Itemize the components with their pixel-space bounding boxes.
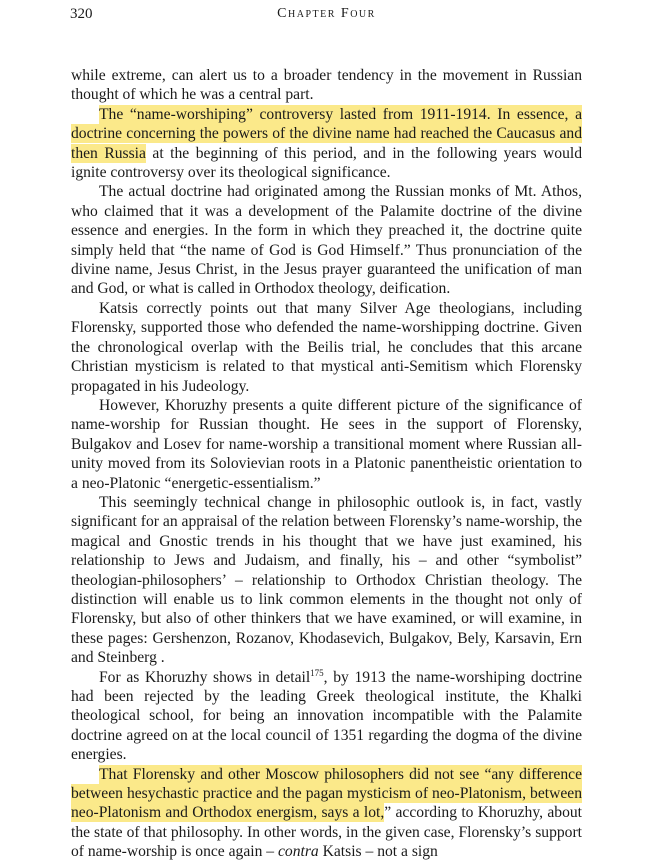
page-header [70,6,583,28]
paragraph-text: at the beginning of this period, and in the following years would ignite controversy over its theological significance. [71,144,582,182]
paragraph-athos: The actual doctrine had originated among the Russian monks of Mt. Athos, who claimed that it was a development of the Palamite doctrine of the divine essence and energies. In the form in which they preached it, the doctrine quite simply held that “the name of God is God Himself.” Thus pronunciation of the divine name, Jesus Christ, in the Jesus prayer guaranteed the unification of man and God, or what is called in Orthodox theology, deification. [71,183,582,298]
body-text [71,66,582,862]
paragraph-khalki [71,668,582,765]
paragraph-moscow [71,765,582,862]
paragraph-katsis: Katsis correctly points out that many Silver Age theologians, including Florensky, supported those who defended the name-worshipping doctrine. Given the chronological overlap with the Beilis trial, he concludes that this arcane Christian mysticism is related to that mystical anti-Semitism which Florensky propagated in his Judeology. [71,299,582,395]
chapter-title: Chapter Four [277,6,376,21]
highlighted-passage: The “name-worshiping” controversy lasted from 1911-1914. In essence, a doctrine concerning the powers of the divine name had reached the Caucasus and then Russia [71,105,582,162]
paragraph-continuation: while extreme, can alert us to a broader tendency in the movement in Russian thought of which he was a central part. [71,67,582,104]
highlighted-passage: That Florensky and other Moscow philosophers did not see “any difference between hesychastic practice and the pagan mysticism of neo-Platonism, between neo-Platonism and Orthodox energism, says a lot, [71,765,582,822]
paragraph-text: ” according to Khoruzhy, about the state of that philosophy. In other words, in the given case, Florensky’s support of name-worship is once again – [71,804,582,861]
paragraph-name-worshiping [71,105,582,183]
italic-word: contra [278,843,319,861]
paragraph-outlook: This seemingly technical change in philosophic outlook is, in fact, vastly significant for an appraisal of the relation between Florensky’s name-worship, the magical and Gnostic trends in his thought that we have just examined, his relationship to Jews and Judaism, and finally, his – and other “symbolist” theologian-philosophers’ – relationship to Orthodox Christian theology. The distinction will enable us to link common elements in the thought not only of Florensky, but also of other thinkers that we have examined, or will examine, in these pages: Gershenzon, Rozanov, Khodasevich, Bulgakov, Bely, Karsavin, Ern and Steinberg . [71,493,582,667]
page-number: 320 [70,6,93,22]
paragraph-text: For as Khoruzhy shows in detail [99,668,311,686]
paragraph-text: , by 1913 the name-worshiping doctrine had been rejected by the leading Greek theological institute, the Khalki theological school, for being an innovation incompatible with the Palamite doctrine agreed on at the local council of 1351 regarding the dogma of the divine energies. [71,668,582,764]
footnote-ref[interactable]: 175 [310,667,324,678]
paragraph-khoruzhy: However, Khoruzhy presents a quite different picture of the significance of name-worship for Russian thought. He sees in the support of Florensky, Bulgakov and Losev for name-worship a transitional moment where Russian all-unity moved from its Solovievian roots in a Platonic panentheistic orientation to a neo-Platonic “energetic-essentialism.” [71,396,582,492]
paragraph-text: Katsis – not a sign [318,843,438,861]
